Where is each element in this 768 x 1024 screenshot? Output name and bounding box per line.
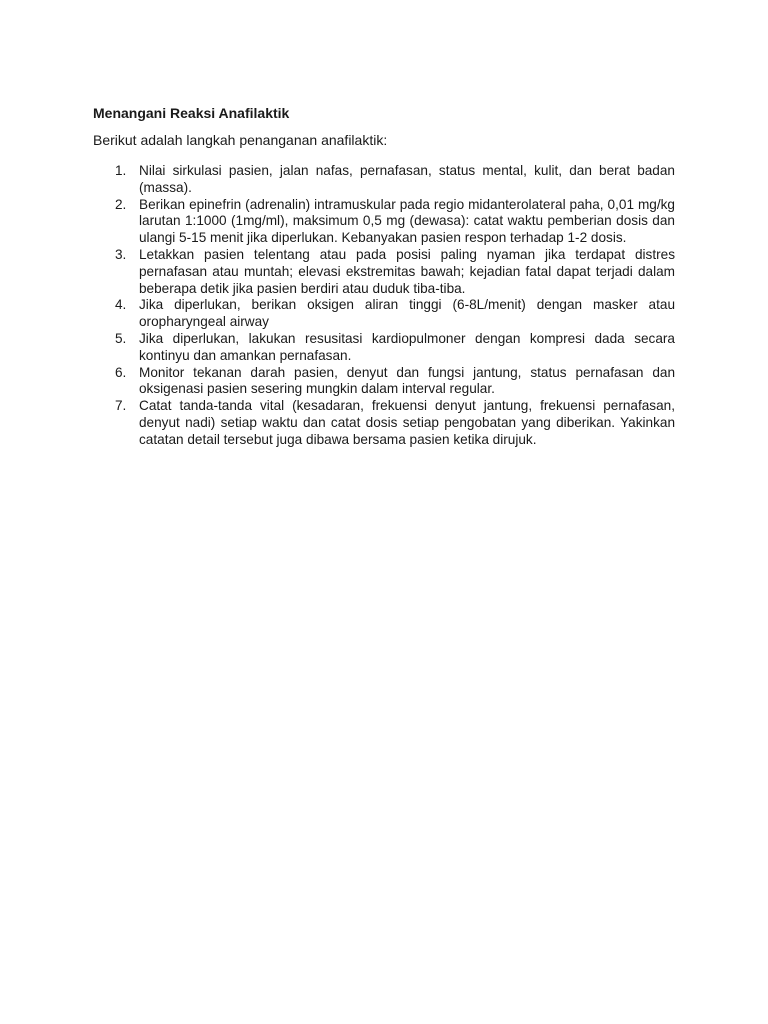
- list-item: [93, 247, 675, 297]
- list-item-number-text: 4.: [115, 297, 127, 313]
- list-item-text: Monitor tekanan darah pasien, denyut dan fungsi jantung, status pernafasan dan oksigenasi pasien sesering mungkin dalam interval regular.: [139, 364, 675, 397]
- list-item-number-text: 7.: [115, 398, 127, 414]
- list-item: [93, 197, 675, 247]
- list-item-number-text: 3.: [115, 246, 127, 262]
- list-item-text: Nilai sirkulasi pasien, jalan nafas, pernafasan, status mental, kulit, dan berat badan (massa).: [139, 163, 675, 195]
- list-item-number: [93, 247, 139, 297]
- list-item-number: [93, 197, 139, 247]
- list-item: [93, 163, 675, 197]
- list-item-number: [93, 331, 139, 365]
- list-item-number: [93, 365, 139, 399]
- list-item-number-text: 5.: [115, 330, 127, 346]
- list-item-number-text: 2.: [115, 196, 127, 212]
- list-item-number: [93, 398, 139, 448]
- list-item-text: Berikan epinefrin (adrenalin) intramuskular pada regio midanterolateral paha, 0,01 mg/kg larutan 1:1000 (1mg/ml), maksimum 0,5 mg (dewasa): catat waktu pemberian dosis dan ulangi 5-15 menit jika diperlukan. Kebanyakan pasien respon terhadap 1-2 dosis.: [139, 196, 675, 246]
- document-body: [93, 104, 675, 449]
- list-item-text: Catat tanda-tanda vital (kesadaran, frekuensi denyut jantung, frekuensi pernafasan, denyut nadi) setiap waktu dan catat dosis setiap pengobatan yang diberikan. Yakinkan catatan detail tersebut juga dibawa bersama pasien ketika dirujuk.: [139, 398, 675, 447]
- list-item-number: [93, 163, 139, 197]
- list-item: [93, 331, 675, 365]
- list-item: [93, 365, 675, 399]
- intro-paragraph: Berikut adalah langkah penanganan anafilaktik:: [93, 132, 388, 148]
- list-item-text: Jika diperlukan, lakukan resusitasi kardiopulmoner dengan kompresi dada secara kontinyu dan amankan pernafasan.: [139, 330, 675, 363]
- list-item-number: [93, 297, 139, 331]
- list-item: [93, 297, 675, 331]
- list-item-number-text: 1.: [115, 163, 127, 178]
- list-item-text: Letakkan pasien telentang atau pada posisi paling nyaman jika terdapat distres pernafasan atau muntah; elevasi ekstremitas bawah; kejadian fatal dapat terjadi dalam beberapa detik jika pasien berdiri atau duduk tiba-tiba.: [139, 246, 675, 296]
- list-item-number-text: 6.: [115, 364, 127, 380]
- list-item-text: Jika diperlukan, berikan oksigen aliran tinggi (6-8L/menit) dengan masker atau oropharyngeal airway: [139, 297, 675, 330]
- list-item: [93, 398, 675, 448]
- document-title: Menangani Reaksi Anafilaktik: [93, 105, 290, 121]
- steps-list: [93, 163, 675, 449]
